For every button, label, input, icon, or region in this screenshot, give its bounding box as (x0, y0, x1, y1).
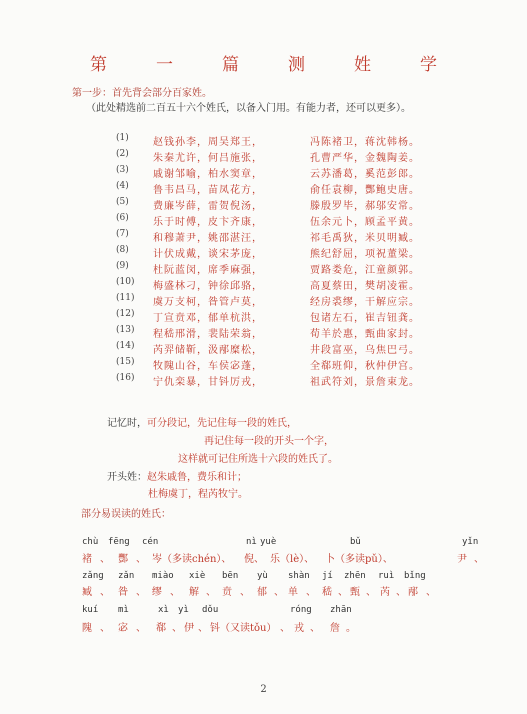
pinyin: zǎn (118, 571, 135, 581)
section-first-half: 费廉岑薛，雷贺倪汤， (153, 201, 263, 212)
surname-char: 伊 (184, 623, 194, 634)
section-row (0, 213, 527, 229)
section-second-half: 祖武符刘，景詹束龙。 (310, 377, 420, 388)
section-first-half: 程嵇邢滑，裴陆荣翁， (153, 329, 263, 340)
memo-line-2: 再记住每一段的开头一个字， (204, 436, 334, 447)
separator: 、 (274, 587, 284, 598)
surname-char: 宓 (118, 623, 128, 634)
surname-char: 郁 (257, 587, 267, 598)
title-char: 一 (156, 55, 173, 75)
pinyin: miào (152, 571, 174, 581)
pinyin: bǐng (404, 571, 426, 581)
section-second-half: 荀羊於惠，甄曲家封。 (310, 329, 420, 340)
page-number: 2 (260, 684, 267, 695)
section-row (0, 181, 527, 197)
pinyin: xì (158, 605, 169, 615)
pinyin: cén (142, 537, 159, 547)
surname-char: 单 (288, 587, 298, 598)
pinyin: dǒu (202, 605, 219, 615)
surname-char: 詹 (330, 623, 340, 634)
section-row (0, 261, 527, 277)
section-row (0, 309, 527, 325)
section-row (0, 197, 527, 213)
page-title (0, 50, 527, 74)
separator: 、 (206, 587, 216, 598)
separator: 、 (100, 623, 110, 634)
section-first-half: 芮羿储靳，汲邴糜松， (153, 345, 263, 356)
section-number: (10) (116, 277, 135, 287)
section-row (0, 149, 527, 165)
separator: 、 (198, 623, 208, 634)
section-first-half: 丁宣贲邓，郁单杭洪， (153, 313, 263, 324)
separator: 、 (136, 554, 146, 565)
section-number: (8) (116, 245, 129, 255)
separator: 、 (338, 587, 348, 598)
separator: 、 (100, 554, 110, 565)
surname-char: 酆 (118, 554, 128, 565)
pinyin: chù (82, 537, 99, 547)
section-number: (11) (116, 293, 135, 303)
section-row (0, 133, 527, 149)
section-row (0, 229, 527, 245)
char-line (82, 619, 502, 633)
surname-char: 钭（又读tǒu） (210, 623, 277, 634)
step1-note: （此处精选前二百五十六个姓氏，以备入门用。有能力者，还可以更多）。 (86, 103, 411, 114)
section-first-half: 宁仇栾暴，甘钭厉戎， (153, 377, 263, 388)
section-number: (12) (116, 309, 135, 319)
title-char: 篇 (222, 55, 239, 75)
surname-char: 邴 (408, 587, 418, 598)
section-number: (3) (116, 165, 129, 175)
memo-head-line-2: 杜梅虞丁，程芮牧宁。 (148, 489, 248, 500)
title-char: 第 (90, 55, 107, 75)
section-second-half: 高夏蔡田，樊胡凌霍。 (310, 281, 420, 292)
section-second-half: 孔曹严华，金魏陶姜。 (310, 153, 420, 164)
separator: 、 (366, 587, 376, 598)
section-number: (16) (116, 373, 135, 383)
pinyin-line (82, 605, 502, 619)
section-first-half: 虞万支柯，昝管卢莫， (153, 297, 263, 308)
section-first-half: 和穆萧尹，姚邵湛汪， (153, 233, 263, 244)
section-second-half: 祁毛禹狄，米贝明臧。 (310, 233, 420, 244)
section-second-half: 全郗班仰，秋仲伊宫。 (310, 361, 420, 372)
char-line (82, 550, 502, 564)
section-row (0, 341, 527, 357)
separator: 、 (172, 623, 182, 634)
section-number: (1) (116, 133, 129, 143)
section-first-half: 计伏成戴，谈宋茅庞， (153, 249, 263, 260)
surname-char: 解 (189, 587, 199, 598)
pinyin: shàn (288, 571, 310, 581)
separator: 、 (136, 623, 146, 634)
pinyin: xiè (189, 571, 206, 581)
pinyin: mì (118, 605, 129, 615)
section-first-half: 杜阮蓝闵，席季麻强， (153, 265, 263, 276)
memo-head-text: 赵朱戚鲁，费乐和计； (147, 472, 247, 483)
section-second-half: 云苏潘葛，奚范彭郎。 (310, 169, 420, 180)
section-first-half: 乐于时傅，皮卞齐康， (153, 217, 263, 228)
surname-char: 甄 (350, 587, 360, 598)
section-first-half: 牧隗山谷，车侯宓蓬， (153, 361, 263, 372)
memo-line-1 (107, 414, 297, 429)
separator: 、 (170, 587, 180, 598)
step1-heading: 第一步：首先背会部分百家姓。 (72, 88, 212, 99)
section-second-half: 冯陈褚卫，蒋沈韩杨。 (310, 137, 420, 148)
section-number: (15) (116, 357, 135, 367)
section-row (0, 325, 527, 341)
section-row (0, 293, 527, 309)
surname-char: 缪 (152, 587, 162, 598)
memo-text: 可分段记，先记住每一段的姓氏， (147, 418, 297, 429)
pinyin: jí (322, 571, 333, 581)
surname-char: 郗 (156, 623, 166, 634)
mistake-title: 部分易误读的姓氏： (81, 509, 171, 520)
separator: 、 (426, 587, 436, 598)
section-number: (5) (116, 197, 129, 207)
section-row (0, 277, 527, 293)
surname-char: 卜（多读pǔ）、 (325, 554, 393, 565)
char-line (82, 583, 502, 597)
section-row (0, 357, 527, 373)
surname-char: 嵇 (322, 587, 332, 598)
memo-head-line-1 (107, 468, 247, 483)
separator: 、 (100, 587, 110, 598)
section-number: (2) (116, 149, 129, 159)
separator: 、 (136, 587, 146, 598)
pinyin: zhēn (344, 571, 366, 581)
surname-char: 乐（lè）、 (270, 554, 315, 565)
section-first-half: 赵钱孙李，周吴郑王， (153, 137, 263, 148)
memo-line-3: 这样就可记住所选十六段的姓氏了。 (178, 454, 338, 465)
section-second-half: 井段富巫，乌焦巴弓。 (310, 345, 420, 356)
pinyin: ruì (378, 571, 395, 581)
section-number: (6) (116, 213, 129, 223)
section-first-half: 鲁韦昌马，苗凤花方， (153, 185, 263, 196)
section-second-half: 俞任袁柳，酆鲍史唐。 (310, 185, 420, 196)
section-number: (13) (116, 325, 135, 335)
pinyin: yuè (260, 537, 277, 547)
surname-char: 倪、 (244, 554, 264, 565)
memo-label: 记忆时， (107, 418, 147, 429)
separator: 。 (346, 623, 356, 634)
section-second-half: 伍余元卜，顾孟平黄。 (310, 217, 420, 228)
section-row (0, 165, 527, 181)
section-first-half: 梅盛林刁，钟徐邱骆， (153, 281, 263, 292)
section-number: (9) (116, 261, 129, 271)
surname-char: 戎 (294, 623, 304, 634)
separator: 、 (240, 587, 250, 598)
surname-char: 尹 (457, 554, 467, 565)
surname-char: 贲 (222, 587, 232, 598)
section-row (0, 373, 527, 389)
section-number: (14) (116, 341, 135, 351)
title-char: 测 (288, 55, 305, 75)
pinyin: kuí (82, 605, 99, 615)
separator: 、 (396, 587, 406, 598)
pinyin: róng (290, 605, 312, 615)
pinyin: zhān (330, 605, 352, 615)
surname-char: 褚 (82, 554, 92, 565)
surname-char: 昝 (118, 587, 128, 598)
pinyin: nì (246, 537, 257, 547)
section-row (0, 245, 527, 261)
separator: 、 (306, 587, 316, 598)
surname-char: 岑（多读chén）、 (152, 554, 232, 565)
section-second-half: 包诸左石，崔吉钮龚。 (310, 313, 420, 324)
surname-char: 臧 (82, 587, 92, 598)
pinyin: yì (178, 605, 189, 615)
title-char: 学 (420, 55, 437, 75)
separator: 、 (310, 623, 320, 634)
separator: 、 (474, 554, 484, 565)
pinyin: bǔ (350, 537, 361, 547)
memo-head-label: 开头姓： (107, 472, 147, 483)
pinyin: bēn (222, 571, 239, 581)
pinyin: yǐn (462, 537, 479, 547)
section-second-half: 滕殷罗毕，郝邬安常。 (310, 201, 420, 212)
section-second-half: 经房裘缪，干解应宗。 (310, 297, 420, 308)
section-second-half: 熊纪舒屈，项祝董梁。 (310, 249, 420, 260)
pinyin: yù (257, 571, 268, 581)
surname-char: 芮 (380, 587, 390, 598)
section-first-half: 戚谢邹喻，柏水窦章， (153, 169, 263, 180)
separator: 、 (280, 623, 290, 634)
section-number: (4) (116, 181, 129, 191)
section-first-half: 朱秦尤许，何吕施张， (153, 153, 263, 164)
title-char: 姓 (354, 55, 371, 75)
surname-char: 隗 (82, 623, 92, 634)
pinyin: zǎng (82, 571, 104, 581)
pinyin: fēng (108, 537, 130, 547)
pinyin-line (82, 537, 502, 551)
section-second-half: 贾路娄危，江童颜郭。 (310, 265, 420, 276)
section-number: (7) (116, 229, 129, 239)
